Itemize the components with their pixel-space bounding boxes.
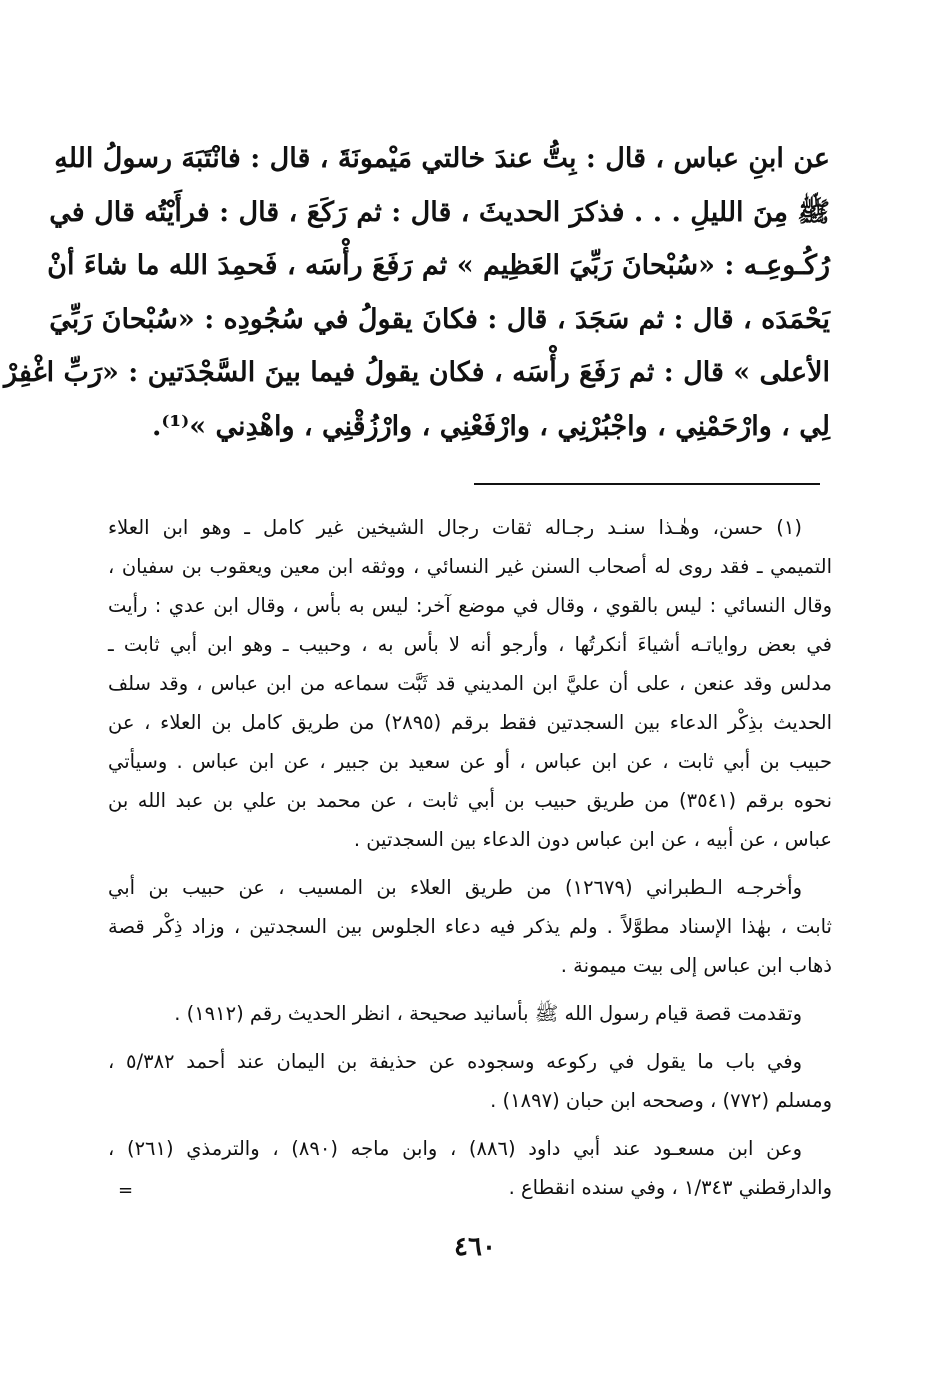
continuation-mark: = [118,1180,134,1201]
page-number: ٤٦٠ [454,1232,496,1262]
footnote-paragraph [108,868,832,985]
footnote-line: ثابت ، بهٰذا الإسناد مطوَّلاً . ولم يذكر فيه دعاء الجلوس بين السجدتين ، وزاد ذِكْر قصة [108,915,832,938]
footnote-line: التميمي ـ فقد روى له أصحاب السنن غير النسائي ، ووثقه ابن معين ويعقوب بن سفيان ، [108,555,832,578]
hadith-line: عن ابنِ عباس ، قال : بِتُّ عندَ خالتي مَيْمونَةَ ، قال : فانْتَبَهَ رسولُ اللهِ [54,143,830,174]
hadith-line: الأعلى » قال : ثم رَفَعَ رأْسَه ، فكان يقولُ فيما بينَ السَّجْدَتين : «رَبِّ اغْفِرْ [3,357,830,388]
hadith-line: لِي ، وارْحَمْنِي ، واجْبُرْنِي ، وارْفَعْنِي ، وارْزُقْنِي ، واهْدِني »⁽¹⁾. [151,410,830,442]
footnote-line: مدلس وقد عنعن ، على أن عليَّ ابن المديني قد ثَبَّت سماعه من ابن عباس ، وقد سلف [108,672,832,695]
footnote-paragraph [108,1129,832,1207]
footnote-line: (١) حسن، وهٰـذا سنـد رجـاله ثقات رجال الشيخين غير كامل ـ وهو ابن العلاء [108,516,802,539]
footnote-line: ذهاب ابن عباس إلى بيت ميمونة . [560,954,832,977]
hadith-line: ﷺ مِنَ الليلِ . . . فذكرَ الحديثَ ، قال : ثم رَكَعَ ، قال : فرأَيْتُه قال في [49,196,830,228]
footnote-line: ومسلم (٧٧٢) ، وصححه ابن حبان (١٨٩٧) . [490,1089,832,1112]
footnote-line: وأخرجـه الـطبراني (١٢٦٧٩) من طريق العلاء بن المسيب ، عن حبيب بن أبي [108,876,802,899]
footnote-paragraph [108,1042,832,1120]
footnote-line: وعن ابن مسعـود عند أبي داود (٨٨٦) ، وابن ماجه (٨٩٠) ، والترمذي (٢٦١) ، [108,1137,802,1160]
footnote-line: وقال النسائي : ليس بالقوي ، وقال في موضع آخر: ليس به بأس ، وقال ابن عدي : رأيت [108,594,832,617]
footnote-line: عباس ، عن أبيه ، عن ابن عباس دون الدعاء بين السجدتين . [353,828,832,851]
hadith-line: رُكُـوعِـه : «سُبْحانَ رَبِّيَ العَظِيم » ثم رَفَعَ رأْسَه ، فَحمِدَ الله ما شاءَ أنْ [47,250,830,281]
hadith-text [3,132,830,453]
footnote-line: الحديث بذِكْر الدعاء بين السجدتين فقط برقم (٢٨٩٥) من طريق كامل بن العلاء ، عن [108,711,832,734]
footnote-line: وفي باب ما يقول في ركوعه وسجوده عن حذيفة بن اليمان عند أحمد ٥/٣٨٢ ، [108,1050,802,1073]
hadith-line: يَحْمَدَه ، قال : ثم سَجَدَ ، قال : فكانَ يقولُ في سُجُودِه : «سُبْحانَ رَبِّيَ [49,303,830,335]
footnote-separator [474,483,820,485]
footnote-line: نحوه برقم (٣٥٤١) من طريق حبيب بن أبي ثابت ، عن محمد بن علي بن عبد الله بن [108,789,833,812]
footnote-paragraph [108,994,832,1033]
footnote-paragraph [108,508,832,859]
footnotes-section [108,508,832,1216]
footnote-line: والدارقطني ١/٣٤٣ ، وفي سنده انقطاع . [508,1176,832,1199]
footnote-line: في بعض رواياتـه أشياءَ أنكرتُها ، وأرجو أنه لا بأس به ، وحبيب ـ وهو ابن أبي ثابت ـ [108,633,832,656]
footnote-line: حبيب بن أبي ثابت ، عن ابن عباس ، أو عن سعيد بن جبير ، عن ابن عباس . وسيأتي [108,750,832,773]
footnote-line: وتقدمت قصة قيام رسول الله ﷺ بأسانيد صحيحة ، انظر الحديث رقم (١٩١٢) . [174,1002,802,1025]
